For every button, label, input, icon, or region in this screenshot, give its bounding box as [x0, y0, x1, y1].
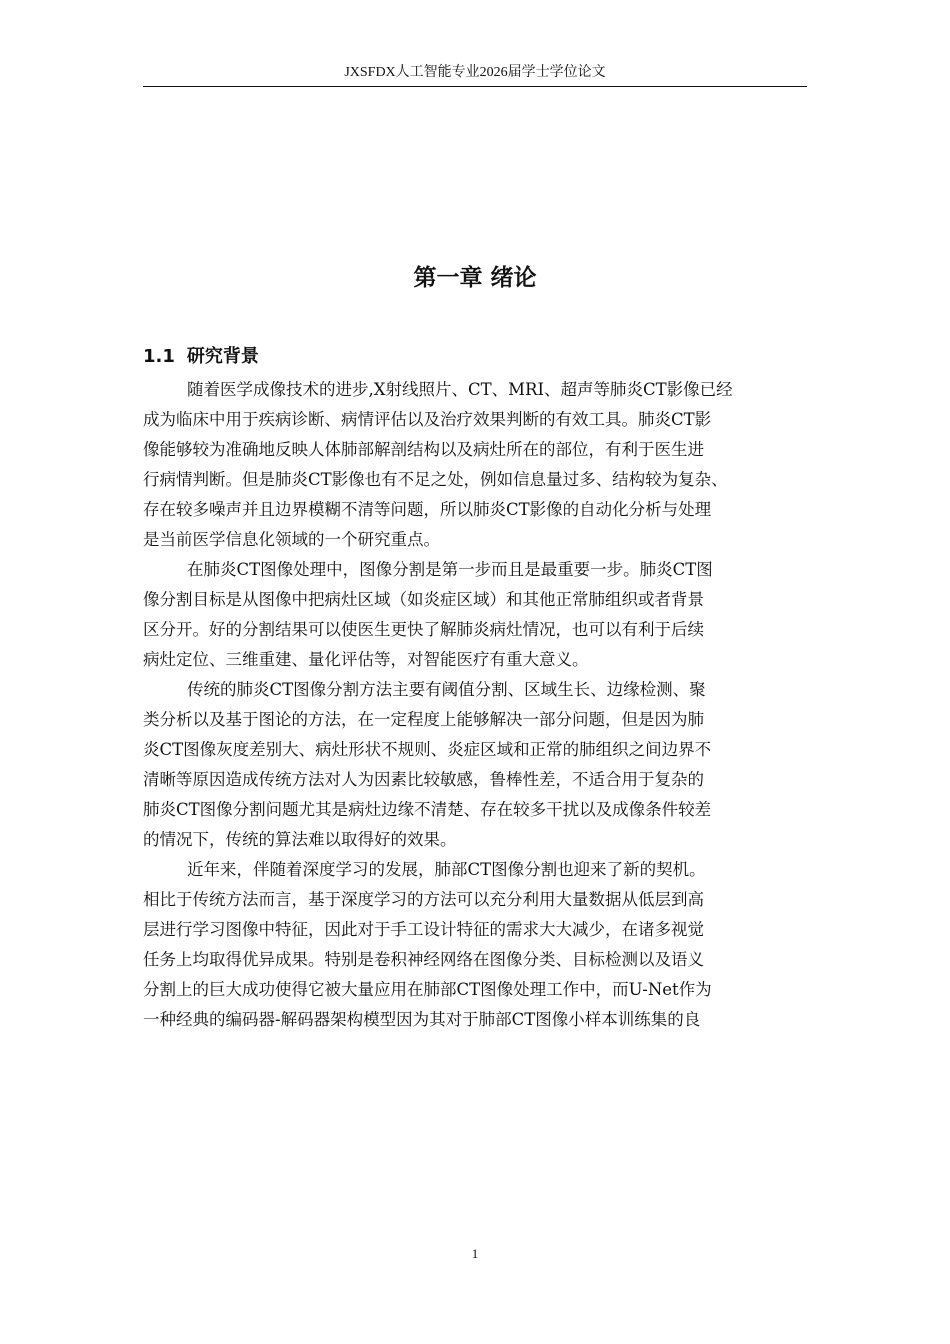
paragraph-line: 任务上均取得优异成果。特别是卷积神经网络在图像分类、目标检测以及语义: [143, 950, 704, 969]
section-number: 1.1: [143, 346, 175, 367]
paragraph-line: 存在较多噪声并且边界模糊不清等问题，所以肺炎CT影像的自动化分析与处理: [143, 500, 712, 519]
paragraph: [143, 555, 807, 675]
paragraph-line: 传统的肺炎CT图像分割方法主要有阈值分割、区域生长、边缘检测、聚: [187, 680, 706, 699]
paragraph-line: 清晰等原因造成传统方法对人为因素比较敏感，鲁棒性差，不适合用于复杂的: [143, 770, 704, 789]
paragraph-line: 分割上的巨大成功使得它被大量应用在肺部CT图像处理工作中，而U-Net作为: [143, 980, 712, 999]
paragraph-line: 层进行学习图像中特征，因此对于手工设计特征的需求大大减少，在诸多视觉: [143, 920, 704, 939]
body-text: [143, 375, 807, 1035]
chapter-title: 第一章 绪论: [413, 265, 537, 291]
paragraph-line: 随着医学成像技术的进步,X射线照片、CT、MRI、超声等肺炎CT影像已经: [187, 380, 733, 399]
header-rule: [143, 86, 807, 87]
paragraph-line: 像分割目标是从图像中把病灶区域（如炎症区域）和其他正常肺组织或者背景: [143, 590, 704, 609]
paragraph-line: 肺炎CT图像分割问题尤其是病灶边缘不清楚、存在较多干扰以及成像条件较差: [143, 800, 712, 819]
paragraph-line: 一种经典的编码器-解码器架构模型因为其对于肺部CT图像小样本训练集的良: [143, 1010, 701, 1029]
paragraph-line: 区分开。好的分割结果可以使医生更快了解肺炎病灶情况，也可以有利于后续: [143, 620, 704, 639]
paragraph: [143, 675, 807, 855]
paragraph-line: 成为临床中用于疾病诊断、病情评估以及治疗效果判断的有效工具。肺炎CT影: [143, 410, 712, 429]
paragraph-line: 在肺炎CT图像处理中，图像分割是第一步而且是最重要一步。肺炎CT图: [187, 560, 713, 579]
paragraph-line: 像能够较为准确地反映人体肺部解剖结构以及病灶所在的部位，有利于医生进: [143, 440, 704, 459]
paragraph: [143, 375, 807, 555]
paragraph-line: 是当前医学信息化领域的一个研究重点。: [143, 530, 440, 549]
paragraph: [143, 855, 807, 1035]
paragraph-line: 近年来，伴随着深度学习的发展，肺部CT图像分割也迎来了新的契机。: [187, 860, 706, 879]
section-heading: [143, 343, 259, 371]
paragraph-line: 的情况下，传统的算法难以取得好的效果。: [143, 830, 457, 849]
paragraph-line: 相比于传统方法而言，基于深度学习的方法可以充分利用大量数据从低层到高: [143, 890, 704, 909]
paragraph-line: 类分析以及基于图论的方法，在一定程度上能够解决一部分问题，但是因为肺: [143, 710, 704, 729]
paragraph-line: 行病情判断。但是肺炎CT影像也有不足之处，例如信息量过多、结构较为复杂、: [143, 470, 728, 489]
page-number: 1: [471, 1246, 479, 1261]
paragraph-line: 炎CT图像灰度差别大、病灶形状不规则、炎症区域和正常的肺组织之间边界不: [143, 740, 712, 759]
running-header: JXSFDX人工智能专业2026届学士学位论文: [344, 65, 606, 80]
paragraph-line: 病灶定位、三维重建、量化评估等，对智能医疗有重大意义。: [143, 650, 589, 669]
section-title: 研究背景: [186, 346, 259, 367]
